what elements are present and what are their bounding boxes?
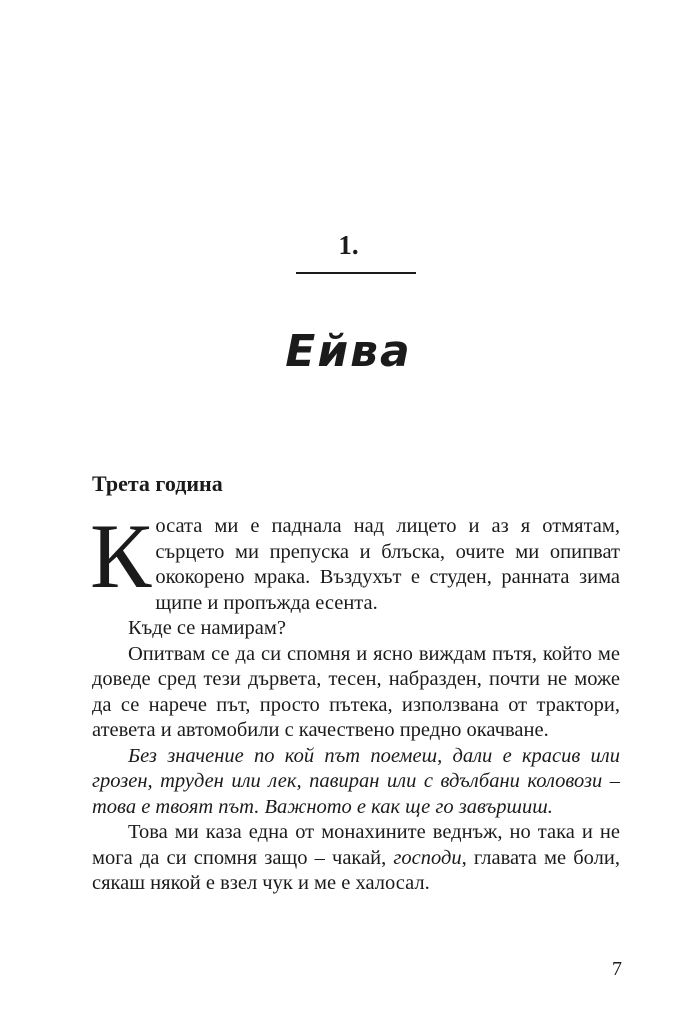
chapter-divider-rule <box>296 272 416 274</box>
chapter-title: Ейва <box>285 326 412 377</box>
paragraph-4-italic-quote: Без значение по кой път поемеш, дали е красив или грозен, труден или лек, павиран или с вдълбани коловози – това е твоят път. Важното е как ще го завършиш. <box>92 744 620 818</box>
drop-cap-letter: К <box>90 505 152 607</box>
chapter-number: 1. <box>338 230 359 260</box>
paragraph-5-text-a: Това ми каза една от монахините веднъж, но така и не мога да си спомня защо – чакай, <box>92 821 620 869</box>
paragraph-5-emphasis: господи <box>393 846 462 869</box>
paragraph-5-text-b: , главата ме боли, сякаш някой е взел чук и ме е халосал. <box>92 846 620 894</box>
body-text <box>90 505 620 897</box>
section-heading: Трета година <box>92 471 223 496</box>
paragraph-5 <box>92 820 620 897</box>
paragraph-3: Опитвам се да си спомня и ясно виждам пътя, който ме доведе сред тези дървета, тесен, набразден, почти не може да се нарече път, просто пътека, използвана от трактори, атевета и автомобили с качествено предно окачване. <box>92 642 620 741</box>
paragraph-1-text: осата ми е паднала над лицето и аз я отмятам, сърцето ми препуска и блъска, очите ми опипват ококорено мрака. Въздухът е студен, ранната зима щипе и пропъжда есента. <box>155 515 620 614</box>
page-number: 7 <box>612 958 622 980</box>
paragraph-1 <box>90 505 620 616</box>
paragraph-2: Къде се намирам? <box>128 617 286 639</box>
